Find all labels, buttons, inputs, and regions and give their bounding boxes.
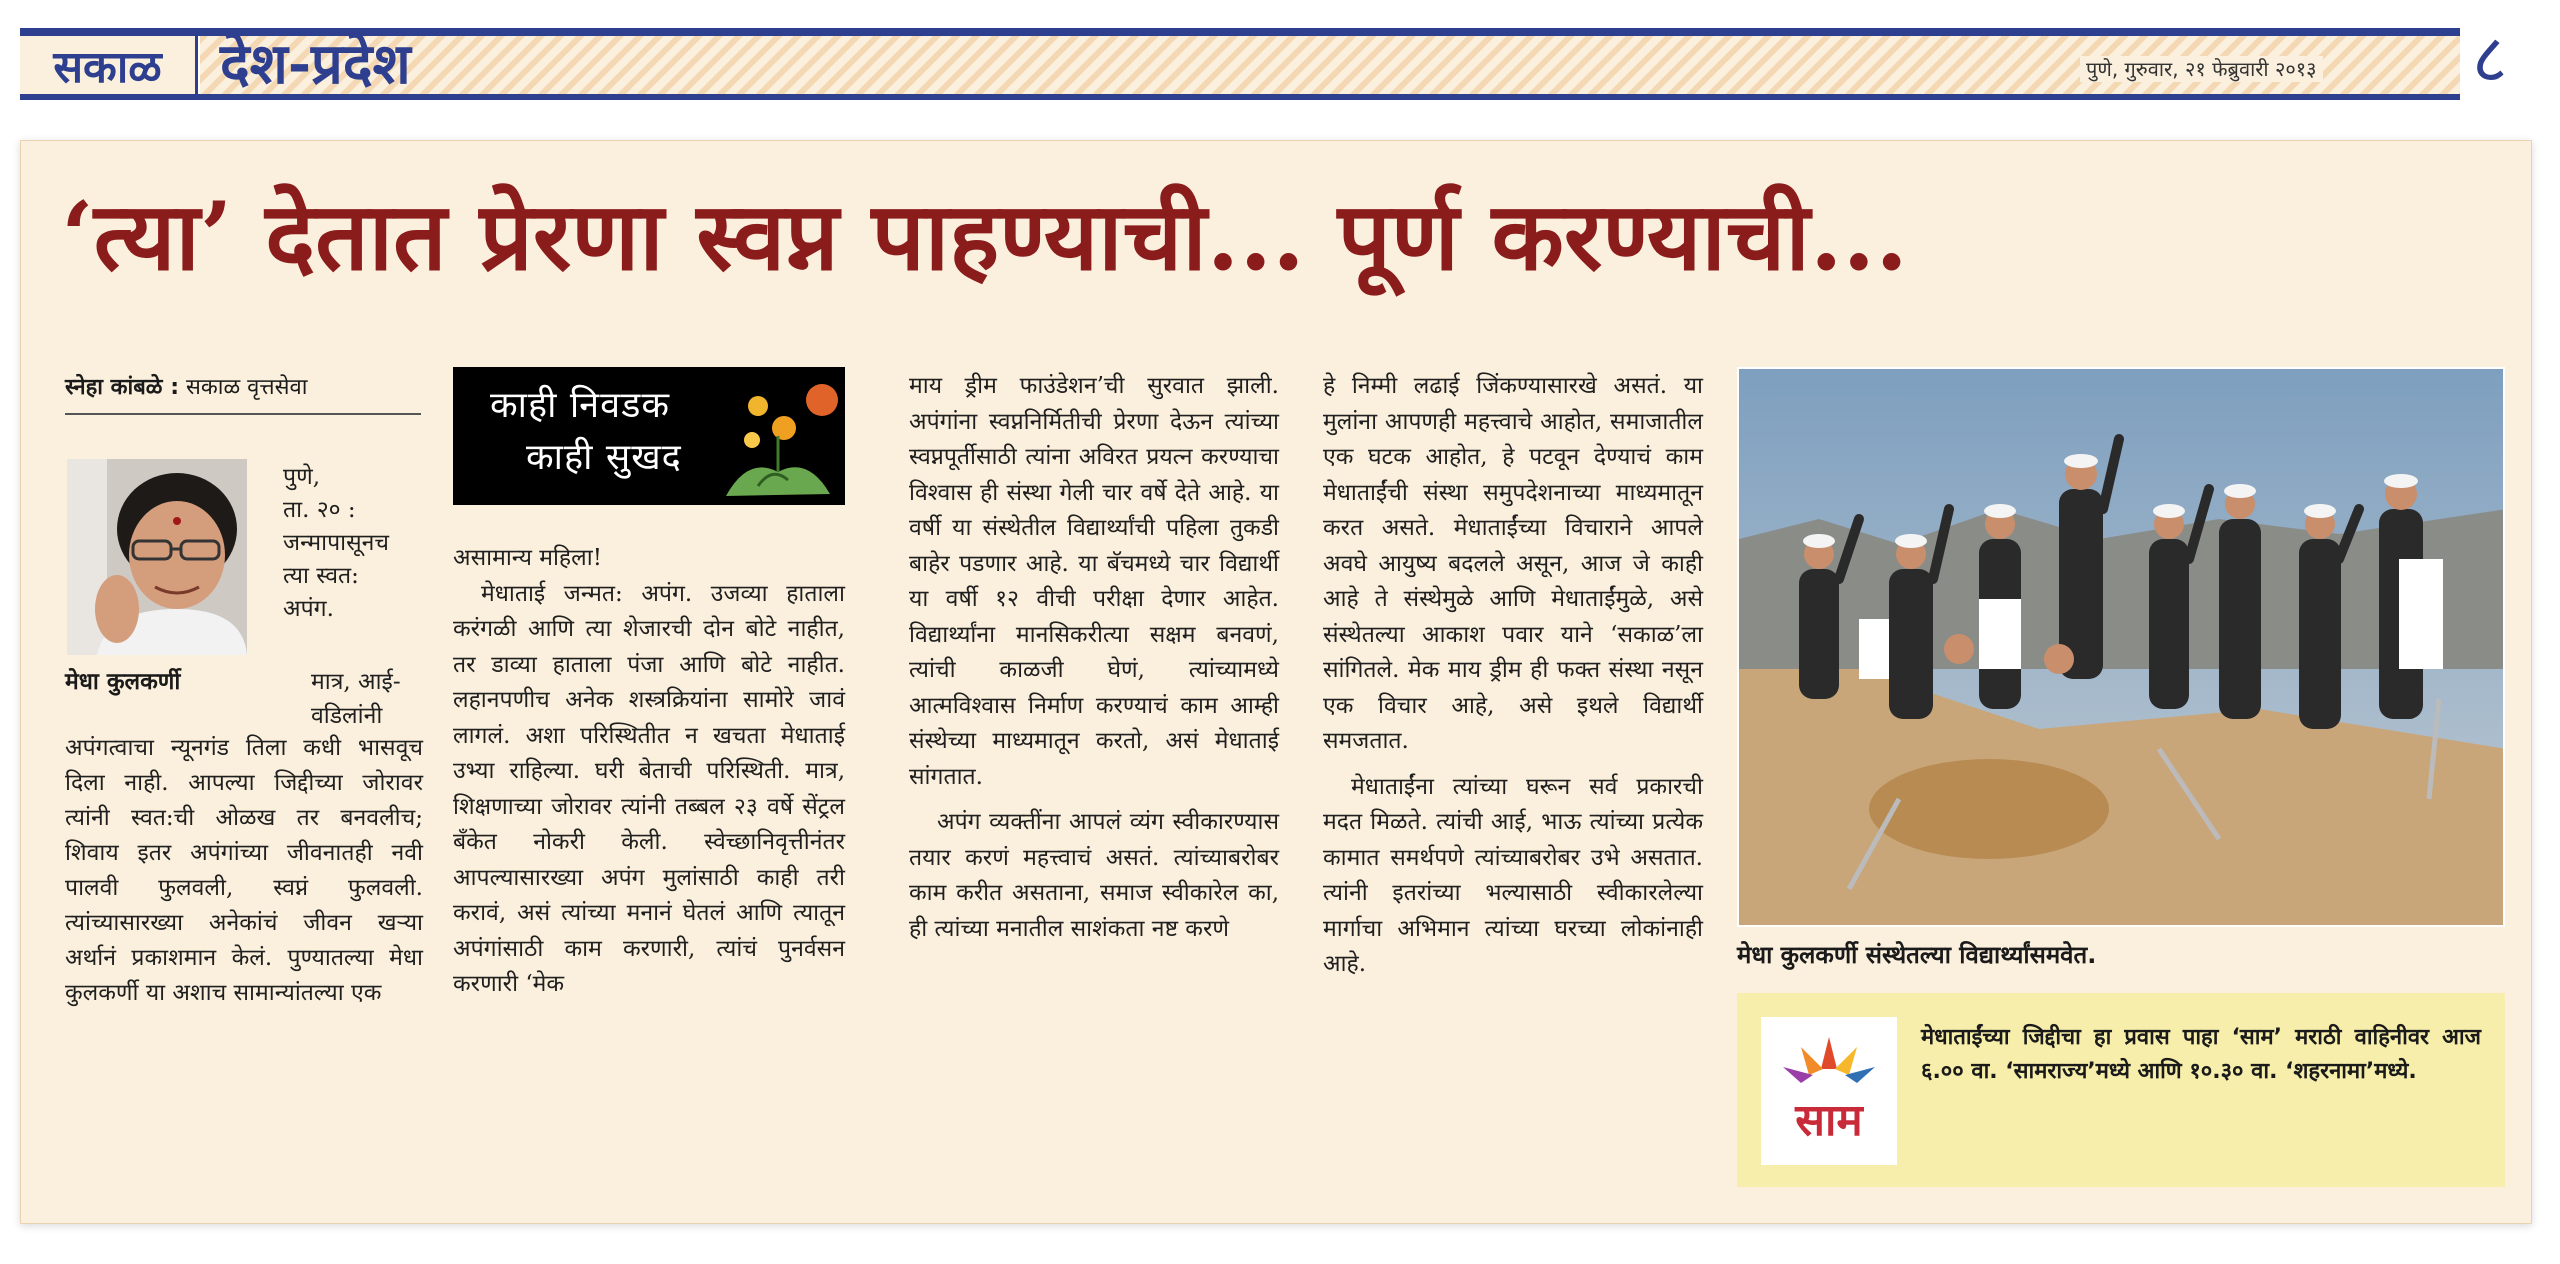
group-photo [1737,367,2505,927]
wrap-line: वडिलांनी [311,703,383,729]
paragraph: अपंग व्यक्तींना आपलं व्यंग स्वीकारण्यास तयार करणं महत्त्वाचं असतं. त्यांच्याबरोबर काम करीत असताना, समाज स्वीकारेल का, ही त्यांच्या मनातील साशंकता नष्ट करणे [909,809,1279,942]
flower-sun-icon [718,376,842,500]
column-1-body: अपंगत्वाचा न्यूनगंड तिला कधी भासवूच दिला नाही. आपल्या जिद्दीच्या जोरावर त्यांनी स्वत:ची ओळख तर बनवलीच; शिवाय इतर अपंगांच्या जीवनातही नवी पालवी फुलवली, स्वप्नं फुलवली. त्यांच्यासारख्या अनेकांचं जीवन खऱ्या अर्थानं प्रकाशमान केलं. पुण्यातल्या मेधा कुलकर्णी या अशाच सामान्यांतल्या एक [65,735,423,1006]
column-3 [909,369,1279,947]
series-badge [453,367,845,505]
byline [65,373,421,415]
paragraph: मेधाताईंना त्यांच्या घरून सर्व प्रकारची मदत मिळते. त्यांची आई, भाऊ त्यांच्या प्रत्येक कामात समर्थपणे त्यांच्याबरोबर उभे असतात. त्यांनी इतरांच्या भल्यासाठी स्वीकारलेल्या मार्गाचा अभिमान त्यांच्या घरच्या लोकांनाही आहे. [1323,773,1703,977]
tv-promo-box [1737,993,2505,1187]
column-4 [1323,369,1703,983]
paragraph: असामान्य महिला! [453,545,602,571]
portrait-photo [67,459,247,655]
column-2 [453,541,845,1003]
saam-tv-logo [1761,1017,1897,1165]
dateline-block [283,461,423,626]
page-number: ८ [2472,20,2508,99]
badge-line-2: काही सुखद [526,437,682,478]
saam-tv-logo-mark [1761,1017,1897,1165]
photo-caption: मेधा कुलकर्णी संस्थेतल्या विद्यार्थ्यांसमवेत. [1737,941,2097,969]
badge-line-1: काही निवडक [490,385,671,426]
portrait-caption: मेधा कुलकर्णी [65,669,181,695]
section-title: देश-प्रदेश [220,31,411,97]
dateline-line: अपंग. [283,596,334,622]
wrap-text [311,665,423,733]
paragraph: हे निम्मी लढाई जिंकण्यासारखे असतं. या मुलांना आपणही महत्त्वाचे आहोत, समाजातील एक घटक आहोत, हे पटवून देण्याचं काम मेधाताईंची संस्था समुपदेशनाच्या माध्यमातून करत असते. मेधाताईंच्या विचाराने आपले अवघे आयुष्य बदलले असून, आज जे काही आहे ते संस्थेमुळे आणि मेधाताईंमुळे, असे संस्थेतल्या आकाश पवार याने ‘सकाळ’ला सांगितले. मेक माय ड्रीम ही फक्त संस्था नसून एक विचार आहे, असे इथले विद्यार्थी समजतात. [1323,373,1703,754]
byline-agency: सकाळ वृत्तसेवा [186,375,308,400]
paragraph: मेधाताई जन्मत: अपंग. उजव्या हाताला करंगळी आणि त्या शेजारची दोन बोटे नाहीत, तर डाव्या हाताला पंजा आणि बोटे नाहीत. लहानपणीच अनेक शस्त्रक्रियांना सामोरे जावं लागलं. अशा परिस्थितीत न खचता मेधाताई उभ्या राहिल्या. घरी बेताची परिस्थिती. मात्र, शिक्षणाच्या जोरावर त्यांनी तब्बल २३ वर्षे सेंट्रल बॅंकेत नोकरी केली. स्वेच्छानिवृत्तीनंतर आपल्यासारख्या अपंग मुलांसाठी काही तरी करावं, असं त्यांच्या मनानं घेतलं आणि त्यातून अपंगांसाठी काम करणारी, त्यांचं पुनर्वसन करणारी ‘मेक [453,580,845,997]
group-photo-illustration [1739,369,2505,927]
edition-dateline: पुणे, गुरुवार, २१ फेब्रुवारी २०१३ [2080,56,2323,82]
promo-text: मेधाताईंच्या जिद्दीचा हा प्रवास पाहा ‘साम’ मराठी वाहिनीवर आज ६.०० वा. ‘सामराज्य’मध्ये आणि १०.३० वा. ‘शहरनामा’मध्ये. [1921,1025,2481,1084]
dateline-line: पुणे, [283,464,321,490]
dateline-line: ता. २० : [283,497,356,523]
article-headline: ‘त्या’ देतात प्रेरणा स्वप्न पाहण्याची... पूर्ण करण्याची... [61,182,1909,292]
paragraph: माय ड्रीम फाउंडेशन’ची सुरवात झाली. अपंगांना स्वप्ननिर्मितीची प्रेरणा देऊन त्यांच्या स्वप्नपूर्तीसाठी त्यांना अविरत प्रयत्न करण्याचा विश्वास ही संस्था गेली चार वर्षे देते आहे. या वर्षी या संस्थेतील विद्यार्थ्यांची पहिला तुकडी बाहेर पडणार आहे. या बॅचमध्ये चार विद्यार्थी या वर्षी १२ वीची परीक्षा देणार आहेत. विद्यार्थ्यांना मानसिकरीत्या सक्षम बनवणं, त्यांची काळजी घेणं, त्यांच्यामध्ये आत्मविश्वास निर्माण करण्याचं काम आम्ही संस्थेच्या माध्यमातून करतो, असं मेधाताई सांगतात. [909,373,1279,790]
newspaper-logo: सकाळ [20,36,198,94]
byline-author: स्नेहा कांबळे : [65,375,179,400]
dateline-line: त्या स्वत: [283,563,359,589]
masthead [20,20,2532,102]
article-panel [20,140,2532,1224]
dateline-line: जन्मापासूनच [283,530,390,556]
saam-logo-text: साम [1795,1095,1863,1146]
wrap-line: मात्र, आई- [311,669,401,695]
portrait-illustration [67,459,247,655]
